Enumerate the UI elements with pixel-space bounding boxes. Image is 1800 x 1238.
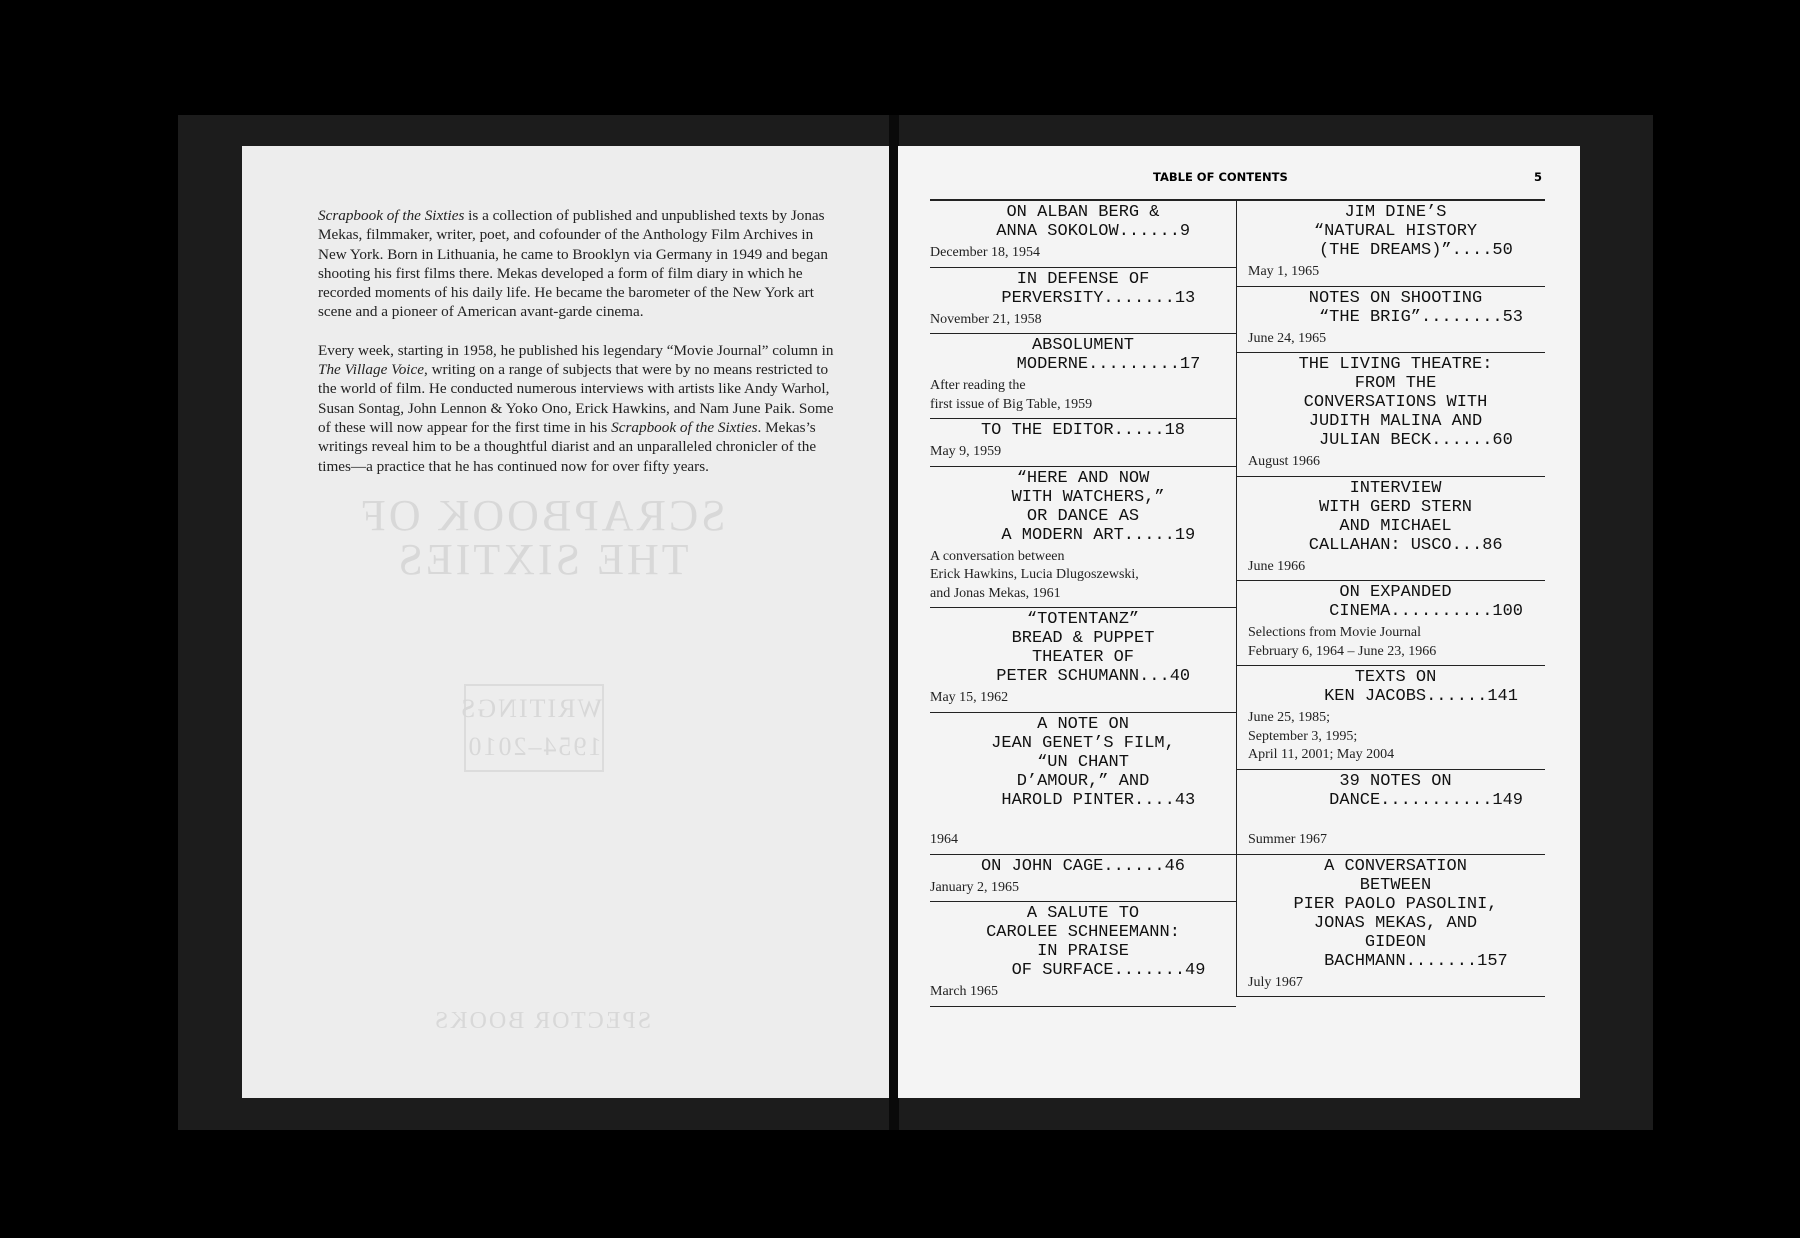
toc-entry [930, 855, 1236, 903]
right-page [898, 146, 1580, 1098]
toc-entry [930, 201, 1236, 268]
toc-entry-title: TO THE EDITOR.....18 [980, 421, 1186, 440]
blurb-paragraph-1 [318, 206, 840, 322]
blurb-text: Every week, starting in 1958, he published his legendary “Movie Journal” column in [318, 341, 834, 359]
toc-entry-title: “HERE AND NOW WITH WATCHERS,” OR DANCE AS A MODERN ART.....19 [1001, 468, 1196, 545]
toc-entry-note: May 9, 1959 [930, 444, 1002, 459]
toc-entry-note: May 1, 1965 [1248, 264, 1320, 279]
running-head-title: TABLE OF CONTENTS [1153, 170, 1288, 184]
toc-entry [930, 902, 1236, 1007]
toc-entry-title: ON EXPANDED CINEMA..........100 [1329, 583, 1524, 621]
show-through-publisher: SPECTOR BOOKS [432, 1008, 652, 1034]
toc-entry-note: Selections from Movie Journal February 6, 1964 – June 23, 1966 [1248, 625, 1437, 659]
toc-entry-title: THE LIVING THEATRE: FROM THE CONVERSATIONS WITH JUDITH MALINA AND JULIAN BECK......60 [1298, 355, 1513, 450]
blurb-text: . Mekas’s writings reveal him to be a thoughtful diarist and an unparalleled chronicler of the times—a practice that he has continued now for over fifty years. [318, 418, 817, 475]
toc-entry-title: “TOTENTANZ” BREAD & PUPPET THEATER OF PETER SCHUMANN...40 [996, 610, 1191, 686]
toc-entry-title: JIM DINE’S “NATURAL HISTORY (THE DREAMS)”....50 [1313, 203, 1513, 260]
toc-entry [930, 419, 1236, 467]
toc-column-right [1236, 199, 1545, 997]
toc-entry-note: July 1967 [1248, 974, 1303, 990]
toc-entry-note: A conversation between Erick Hawkins, Lucia Dlugoszewski, and Jonas Mekas, 1961 [930, 548, 1139, 601]
toc-entry-note: December 18, 1954 [930, 245, 1041, 260]
toc-entry-title: A CONVERSATION BETWEEN PIER PAOLO PASOLINI, JONAS MEKAS, AND GIDEON BACHMANN.......157 [1293, 856, 1508, 971]
blurb-text: , writing on a range of subjects that were by no means restricted to the world of film. He conducted numerous interviews with artists like Andy Warhol, Susan Sontag, John Lennon & Yoko Ono, Erick Hawkins, and Nam June Paik. Some of these will now appear for the first time in his [318, 361, 834, 436]
toc-entry [1237, 855, 1545, 998]
toc-entry-note: March 1965 [930, 984, 999, 999]
toc-entry [1237, 770, 1545, 855]
toc-entry [930, 268, 1236, 335]
toc-entry-note: After reading the first issue of Big Table, 1959 [930, 378, 1093, 412]
toc-column-left [930, 199, 1236, 1007]
toc-entry-title: 39 NOTES ON DANCE...........149 [1329, 771, 1524, 810]
toc-entry [1237, 581, 1545, 666]
toc-entry [1237, 666, 1545, 770]
left-page [242, 146, 892, 1098]
toc-entry-note: June 1966 [1248, 558, 1306, 574]
blurb-text: is a collection of published and unpublished texts by Jonas Mekas, filmmaker, writer, poet, and cofounder of the Anthology Film Archives in New York. Born in Lithuania, he came to Brooklyn via Germany in 1949 and began shooting his first films there. Mekas developed a form of film diary in which he recorded moments of his daily life. He became the barometer of the New York art scene and a pioneer of American avant-garde cinema. [318, 207, 828, 321]
book-title-italic: Scrapbook of the Sixties [318, 207, 465, 224]
toc-entry [930, 334, 1236, 419]
toc-entry-note: Summer 1967 [1248, 832, 1327, 847]
page-number: 5 [1534, 170, 1543, 184]
toc-entry [930, 467, 1236, 609]
toc-entry [930, 608, 1236, 713]
toc-entry-title: ABSOLUMENT MODERNE.........17 [1016, 336, 1201, 374]
newspaper-title-italic: The Village Voice [318, 361, 424, 379]
toc-entry-title: IN DEFENSE OF PERVERSITY.......13 [1001, 269, 1196, 308]
toc-entry-title: ON JOHN CAGE......46 [980, 856, 1186, 876]
toc-entry-note: May 15, 1962 [930, 690, 1009, 705]
toc-entry-title: A NOTE ON JEAN GENET’S FILM, “UN CHANT D’AMOUR,” AND HAROLD PINTER....43 [991, 714, 1196, 810]
blurb-paragraph-2 [318, 341, 840, 476]
blurb [318, 206, 840, 495]
toc-entry-title: NOTES ON SHOOTING “THE BRIG”........53 [1308, 288, 1524, 327]
toc-entry-title: INTERVIEW WITH GERD STERN AND MICHAEL CALLAHAN: USCO...86 [1308, 478, 1503, 555]
toc-entry-title: ON ALBAN BERG & ANNA SOKOLOW......9 [996, 203, 1191, 241]
toc-entry [1237, 287, 1545, 354]
book-title-italic: Scrapbook of the Sixties [611, 418, 758, 436]
toc-entry-note: November 21, 1958 [930, 311, 1042, 327]
toc-entry [1237, 353, 1545, 477]
toc-entry-note: January 2, 1965 [930, 879, 1020, 895]
show-through-box: WRITINGS 1954–2010 [464, 684, 604, 772]
toc-entry-title: A SALUTE TO CAROLEE SCHNEEMANN: IN PRAISE OF SURFACE.......49 [986, 904, 1206, 980]
toc-entry-title: TEXTS ON KEN JACOBS......141 [1324, 668, 1518, 706]
toc-entry-note: August 1966 [1248, 454, 1320, 469]
show-through-title: SCRAPBOOK OF THE SIXTIES [358, 491, 726, 584]
toc-entry [930, 713, 1236, 855]
toc-entry-note: June 24, 1965 [1248, 330, 1327, 346]
toc-entry [1237, 477, 1545, 582]
toc-entry-note: 1964 [930, 832, 958, 847]
toc-entry-note: June 25, 1985; September 3, 1995; April 11, 2001; May 2004 [1248, 710, 1395, 762]
toc-entry [1237, 201, 1545, 287]
